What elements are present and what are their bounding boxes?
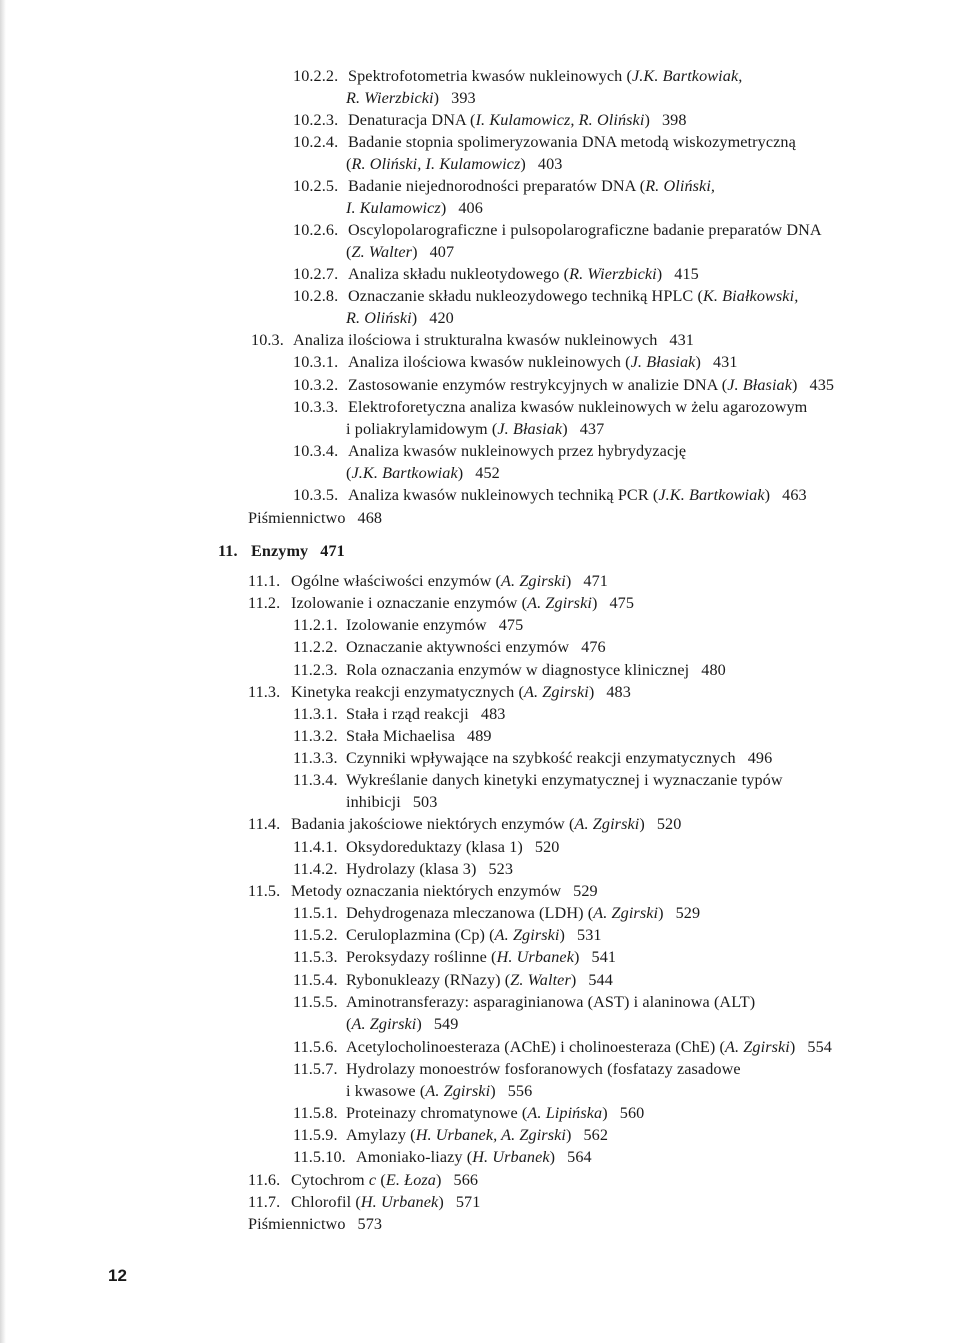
author-name: I. Kulamowicz, R. Oliński xyxy=(475,111,645,129)
toc-entry xyxy=(346,792,437,812)
toc-entry-number: 11.5.5. xyxy=(293,993,338,1011)
toc-entry-title xyxy=(346,243,418,261)
toc-entry-number: 11.4. xyxy=(248,815,281,833)
title-text: Analiza ilościowa i strukturalna kwasów nukleinowych xyxy=(293,331,658,349)
title-text: Metody oznaczania niektórych enzymów xyxy=(291,882,562,900)
title-text: ) xyxy=(574,948,580,966)
toc-entry xyxy=(248,814,681,834)
toc-entry xyxy=(293,660,726,680)
toc-entry xyxy=(293,1059,741,1079)
toc-entry-title xyxy=(251,542,308,560)
toc-entry-title xyxy=(346,771,783,789)
toc-entry-page: 566 xyxy=(453,1171,479,1189)
toc-entry-number: 11.5.6. xyxy=(293,1038,338,1056)
toc-entry xyxy=(346,242,454,262)
title-text: Analiza kwasów nukleinowych techniką PCR ( xyxy=(348,486,659,504)
toc-entry-page: 468 xyxy=(357,509,383,527)
toc-entry xyxy=(218,541,345,561)
toc-entry-title xyxy=(346,948,580,966)
title-text: ) xyxy=(457,464,464,482)
author-name: A. Zgirski xyxy=(523,683,589,701)
author-name: R. Oliński xyxy=(346,309,412,327)
toc-entry-page: 475 xyxy=(498,616,524,634)
toc-entry-page: 435 xyxy=(809,376,835,394)
title-text: ( xyxy=(346,464,352,482)
toc-entry-title xyxy=(248,1215,346,1233)
toc-entry xyxy=(346,463,500,483)
author-name: J.K. Bartkowiak, xyxy=(631,67,743,85)
toc-entry xyxy=(293,1103,644,1123)
title-text: ) xyxy=(656,265,663,283)
title-text: Analiza ilościowa kwasów nukleinowych ( xyxy=(348,353,631,371)
author-name: A. Zgirski xyxy=(425,1082,491,1100)
title-text: ) xyxy=(644,111,650,129)
toc-entry xyxy=(293,970,613,990)
toc-entry-title xyxy=(346,1015,422,1033)
title-text: Czynniki wpływające na szybkość reakcji enzymatycznych xyxy=(346,749,736,767)
toc-entry xyxy=(293,132,796,152)
title-text: ) xyxy=(438,1193,444,1211)
toc-entry-title xyxy=(346,309,417,327)
toc-entry-page: 403 xyxy=(537,155,563,173)
title-text: Stała i rząd reakcji xyxy=(346,705,469,723)
title-text: ) xyxy=(792,376,798,394)
toc-entry xyxy=(293,992,755,1012)
title-text: Rola oznaczania enzymów w diagnostyce klinicznej xyxy=(346,661,690,679)
toc-entry-number: 11.5.1. xyxy=(293,904,338,922)
toc-entry xyxy=(248,508,382,528)
title-text: ) xyxy=(416,1015,422,1033)
toc-entry-title xyxy=(346,1082,496,1100)
author-name: I. Kulamowicz xyxy=(346,199,441,217)
toc-entry-number: 11.2.1. xyxy=(293,616,338,634)
toc-entry xyxy=(248,1170,478,1190)
title-text: ( xyxy=(376,1171,386,1189)
toc-entry-title xyxy=(346,1060,741,1078)
toc-entry-page: 476 xyxy=(581,638,606,656)
toc-entry-title xyxy=(346,860,476,878)
toc-entry-title xyxy=(291,1193,444,1211)
toc-entry-page: 431 xyxy=(669,331,694,349)
toc-entry-page: 571 xyxy=(455,1193,481,1211)
toc-entry-title xyxy=(348,221,822,239)
title-text: Piśmiennictwo xyxy=(248,1215,346,1233)
toc-entry-number: 10.2.3. xyxy=(293,111,339,129)
toc-entry-title xyxy=(346,464,463,482)
toc-entry-number: 11.5.8. xyxy=(293,1104,338,1122)
toc-entry-title xyxy=(346,838,523,856)
title-text: Spektrofotometria kwasów nukleinowych ( xyxy=(348,67,632,85)
toc-entry xyxy=(293,176,715,196)
toc-entry-number: 10.2.8. xyxy=(293,287,339,305)
title-text: Enzymy xyxy=(251,542,309,560)
title-text: Kinetyka reakcji enzymatycznych ( xyxy=(291,683,524,701)
toc-entry-page: 529 xyxy=(573,882,598,900)
toc-entry-title xyxy=(346,1126,571,1144)
title-text: ) xyxy=(436,1171,442,1189)
title-text: Denaturacja DNA ( xyxy=(348,111,476,129)
author-name: R. Oliński, I. Kulamowicz xyxy=(351,155,521,173)
title-text: Elektroforetyczna analiza kwasów nukleinowych w żelu agarozowym xyxy=(348,398,808,416)
toc-entry-title xyxy=(348,133,796,151)
toc-entry xyxy=(346,1081,532,1101)
title-text: ) xyxy=(411,309,418,327)
toc-entry-title xyxy=(346,727,455,745)
toc-entry-page: 483 xyxy=(606,683,631,701)
toc-entry xyxy=(346,1014,458,1034)
toc-entry xyxy=(248,1192,480,1212)
toc-entry xyxy=(293,375,834,395)
title-text: ) xyxy=(520,155,526,173)
title-text: Cytochrom xyxy=(291,1171,369,1189)
author-name: R. Oliński, xyxy=(645,177,716,195)
toc-entry xyxy=(248,571,608,591)
toc-entry-title xyxy=(346,705,469,723)
author-name: H. Urbanek xyxy=(472,1148,550,1166)
toc-entry-page: 564 xyxy=(567,1148,592,1166)
title-text: ) xyxy=(433,89,440,107)
toc-entry-page: 406 xyxy=(458,199,483,217)
title-text: Rybonukleazy (RNazy) ( xyxy=(346,971,511,989)
title-text: ) xyxy=(562,420,568,438)
title-text: Hydrolazy monoestrów fosforanowych (fosfatazy zasadowe xyxy=(346,1060,741,1078)
author-name: c xyxy=(368,1171,377,1189)
toc-entry-page: 480 xyxy=(701,661,726,679)
toc-entry-number: 10.3.1. xyxy=(293,353,339,371)
toc-entry xyxy=(293,947,616,967)
toc-entry-page: 393 xyxy=(451,89,476,107)
toc-entry-title xyxy=(346,971,576,989)
toc-entry-title xyxy=(346,616,487,634)
title-text: inhibicji xyxy=(346,793,401,811)
author-name: J.K. Bartkowiak xyxy=(658,486,765,504)
toc-entry-title xyxy=(291,572,571,590)
title-text: Badania jakościowe niektórych enzymów ( xyxy=(291,815,575,833)
author-name: K. Białkowski, xyxy=(702,287,799,305)
toc-entry-page: 431 xyxy=(712,353,738,371)
title-text: Piśmiennictwo xyxy=(248,509,346,527)
title-text: ) xyxy=(764,486,771,504)
title-text: i poliakrylamidowym ( xyxy=(346,420,498,438)
title-text: ) xyxy=(588,683,595,701)
toc-entry xyxy=(293,859,513,879)
toc-entry-number: 10.2.4. xyxy=(293,133,339,151)
toc-entry-number: 10.2.2. xyxy=(293,67,339,85)
toc-entry-page: 541 xyxy=(591,948,617,966)
author-name: J. Błasiak xyxy=(727,376,793,394)
title-text: ) xyxy=(602,1104,608,1122)
toc-entry-title xyxy=(291,1171,442,1189)
toc-entry-title xyxy=(346,793,401,811)
toc-entry-page: 503 xyxy=(412,793,438,811)
toc-entry-number: 11.3.4. xyxy=(293,771,338,789)
author-name: A. Zgirski xyxy=(725,1038,790,1056)
toc-entry-number: 11.3. xyxy=(248,683,281,701)
toc-entry xyxy=(251,330,694,350)
toc-entry xyxy=(293,837,560,857)
title-text: Izolowanie enzymów xyxy=(346,616,487,634)
toc-entry-title xyxy=(348,287,798,305)
toc-entry-page: 407 xyxy=(429,243,455,261)
title-text: Badanie stopnia spolimeryzowania DNA metodą wiskozymetryczną xyxy=(348,133,796,151)
toc-entry-title xyxy=(346,904,664,922)
toc-entry-title xyxy=(346,1038,795,1056)
toc-entry-number: 11. xyxy=(218,542,238,560)
toc-entry-number: 11.3.1. xyxy=(293,705,338,723)
toc-entry-number: 11.2. xyxy=(248,594,281,612)
toc-entry-page: 562 xyxy=(583,1126,609,1144)
author-name: A. Lipińska xyxy=(527,1104,603,1122)
title-text: ) xyxy=(658,904,664,922)
title-text: Stała Michaelisa xyxy=(346,727,456,745)
toc-entry-number: 10.3.5. xyxy=(293,486,339,504)
toc-entry-title xyxy=(348,442,686,460)
author-name: A. Zgirski xyxy=(351,1015,417,1033)
toc-entry xyxy=(293,1147,592,1167)
toc-entry-number: 11.3.3. xyxy=(293,749,338,767)
title-text: Chlorofil ( xyxy=(291,1193,361,1211)
toc-entry-number: 10.2.6. xyxy=(293,221,339,239)
toc-entry-title xyxy=(346,926,565,944)
toc-entry-title xyxy=(346,661,689,679)
title-text: Amylazy ( xyxy=(346,1126,416,1144)
toc-entry xyxy=(293,264,699,284)
toc-entry xyxy=(346,308,454,328)
toc-entry-page: 554 xyxy=(807,1038,832,1056)
toc-entry-number: 11.5.7. xyxy=(293,1060,338,1078)
author-name: J. Błasiak xyxy=(630,353,696,371)
toc-entry xyxy=(293,397,807,417)
author-name: R. Wierzbicki xyxy=(346,89,434,107)
title-text: ) xyxy=(440,199,447,217)
author-name: A. Zgirski xyxy=(527,594,592,612)
title-text: Proteinazy chromatynowe ( xyxy=(346,1104,528,1122)
toc-entry-title xyxy=(291,683,594,701)
author-name: A. Zgirski xyxy=(593,904,659,922)
toc-entry-title xyxy=(291,882,561,900)
title-text: Hydrolazy (klasa 3) xyxy=(346,860,477,878)
toc-entry-page: 463 xyxy=(782,486,807,504)
title-text: ( xyxy=(346,155,352,173)
author-name: J.K. Bartkowiak xyxy=(351,464,458,482)
toc-entry-page: 437 xyxy=(579,420,605,438)
title-text: Wykreślanie danych kinetyki enzymatycznej i wyznaczanie typów xyxy=(346,771,783,789)
toc-entry-number: 11.7. xyxy=(248,1193,281,1211)
toc-entry-page: 489 xyxy=(467,727,492,745)
toc-entry-title xyxy=(346,993,755,1011)
title-text: Oznaczanie aktywności enzymów xyxy=(346,638,570,656)
toc-entry-title xyxy=(293,331,657,349)
toc-entry-page: 544 xyxy=(588,971,613,989)
title-text: ) xyxy=(570,971,577,989)
toc-entry-page: 529 xyxy=(675,904,701,922)
toc-entry-title xyxy=(291,815,645,833)
title-text: ) xyxy=(591,594,598,612)
toc-entry-page: 520 xyxy=(534,838,560,856)
title-text: Acetylocholinoesteraza (AChE) i cholinoesteraza (ChE) ( xyxy=(346,1038,726,1056)
toc-entry xyxy=(293,1037,832,1057)
toc-entry-page: 531 xyxy=(577,926,602,944)
toc-entry xyxy=(346,154,562,174)
toc-entry-page: 523 xyxy=(488,860,514,878)
title-text: Analiza składu nukleotydowego ( xyxy=(348,265,570,283)
title-text: ) xyxy=(549,1148,556,1166)
toc-entry-title xyxy=(346,199,446,217)
toc-entry-title xyxy=(348,398,807,416)
toc-entry-number: 11.1. xyxy=(248,572,281,590)
toc-entry-title xyxy=(348,353,701,371)
title-text: ) xyxy=(490,1082,496,1100)
toc-entry-number: 11.5. xyxy=(248,882,281,900)
toc-entry xyxy=(293,770,783,790)
author-name: A. Zgirski xyxy=(501,572,566,590)
toc-entry-page: 560 xyxy=(619,1104,645,1122)
toc-entry xyxy=(293,615,523,635)
toc-entry-number: 11.5.3. xyxy=(293,948,338,966)
toc-entry-page: 471 xyxy=(583,572,608,590)
toc-entry xyxy=(293,637,606,657)
toc-entry-title xyxy=(348,265,662,283)
toc-entry-number: 10.2.7. xyxy=(293,265,339,283)
toc-entry-number: 11.3.2. xyxy=(293,727,338,745)
toc-entry-number: 11.2.3. xyxy=(293,661,338,679)
toc-entry-number: 11.5.4. xyxy=(293,971,338,989)
title-text: ) xyxy=(412,243,418,261)
toc-entry-title xyxy=(348,67,742,85)
toc-entry xyxy=(293,903,700,923)
toc-entry-page: 496 xyxy=(747,749,773,767)
toc-entry-page: 398 xyxy=(661,111,687,129)
title-text: Zastosowanie enzymów restrykcyjnych w analizie DNA ( xyxy=(348,376,728,394)
title-text: Aminotransferazy: asparaginianowa (AST) i alaninowa (ALT) xyxy=(346,993,756,1011)
toc-entry xyxy=(346,88,476,108)
author-name: E. Łoza xyxy=(385,1171,436,1189)
title-text: i kwasowe ( xyxy=(346,1082,426,1100)
toc-entry xyxy=(293,286,798,306)
toc-entry-number: 11.5.9. xyxy=(293,1126,338,1144)
toc-entry-number: 11.4.1. xyxy=(293,838,338,856)
toc-entry xyxy=(293,704,506,724)
toc-entry xyxy=(346,419,604,439)
title-text: Ogólne właściwości enzymów ( xyxy=(291,572,502,590)
title-text: Ceruloplazmina (Cp) ( xyxy=(346,926,495,944)
toc-entry-title xyxy=(346,89,439,107)
toc-entry xyxy=(293,352,738,372)
toc-entry-page: 452 xyxy=(475,464,500,482)
author-name: R. Wierzbicki xyxy=(569,265,657,283)
author-name: A. Zgirski xyxy=(494,926,560,944)
toc-entry-title xyxy=(348,376,798,394)
title-text: ) xyxy=(565,1126,572,1144)
toc-entry xyxy=(248,593,634,613)
author-name: H. Urbanek xyxy=(496,948,574,966)
toc-entry-page: 549 xyxy=(433,1015,459,1033)
title-text: ) xyxy=(639,815,645,833)
toc-entry-page: 483 xyxy=(480,705,506,723)
toc-entry xyxy=(293,1125,608,1145)
toc-entry-title xyxy=(346,749,736,767)
title-text: Oznaczanie składu nukleozydowego techniką HPLC ( xyxy=(348,287,703,305)
toc-entry-number: 10.3.2. xyxy=(293,376,339,394)
page-number: 12 xyxy=(108,1266,127,1285)
toc-entry-title xyxy=(346,420,568,438)
toc-entry-number: 11.5.2. xyxy=(293,926,338,944)
title-text: Izolowanie i oznaczanie enzymów ( xyxy=(291,594,528,612)
title-text: Peroksydazy roślinne ( xyxy=(346,948,497,966)
toc-entry-number: 10.3. xyxy=(251,331,284,349)
title-text: Amoniako-liazy ( xyxy=(356,1148,473,1166)
title-text: Dehydrogenaza mleczanowa (LDH) ( xyxy=(346,904,594,922)
toc-entry xyxy=(248,682,631,702)
author-name: H. Urbanek, A. Zgirski xyxy=(415,1126,566,1144)
toc-entry-title xyxy=(348,111,650,129)
title-text: ( xyxy=(346,1015,352,1033)
toc-entry-page: 556 xyxy=(507,1082,533,1100)
toc-entry-title xyxy=(348,177,715,195)
toc-entry-number: 11.5.10. xyxy=(293,1148,346,1166)
author-name: J. Błasiak xyxy=(497,420,563,438)
toc-entry-number: 11.2.2. xyxy=(293,638,338,656)
toc-entry-number: 11.6. xyxy=(248,1171,281,1189)
toc-entry xyxy=(293,485,807,505)
toc-entry xyxy=(248,881,598,901)
toc-entry xyxy=(248,1214,382,1234)
author-name: H. Urbanek xyxy=(360,1193,439,1211)
title-text: Oscylopolarograficzne i pulsopolarograficzne badanie preparatów DNA xyxy=(348,221,822,239)
toc-entry-page: 520 xyxy=(656,815,682,833)
toc-entry-page: 573 xyxy=(357,1215,383,1233)
toc-entry-title xyxy=(356,1148,555,1166)
toc-entry-page: 420 xyxy=(429,309,454,327)
toc-entry-title xyxy=(346,1104,608,1122)
toc-entry xyxy=(293,925,602,945)
toc-entry-title xyxy=(348,486,770,504)
title-text: ) xyxy=(559,926,566,944)
title-text: Analiza kwasów nukleinowych przez hybrydyzację xyxy=(348,442,687,460)
toc-entry-page: 415 xyxy=(674,265,699,283)
title-text: ( xyxy=(346,243,352,261)
toc-entry-number: 10.3.4. xyxy=(293,442,339,460)
title-text: ) xyxy=(565,572,572,590)
toc-entry-number: 11.4.2. xyxy=(293,860,338,878)
toc-entry xyxy=(293,110,687,130)
toc-entry-page: 471 xyxy=(320,542,345,560)
toc-entry xyxy=(293,441,686,461)
title-text: ) xyxy=(695,353,701,371)
toc-entry-title xyxy=(346,155,526,173)
title-text: Oksydoreduktazy (klasa 1) xyxy=(346,838,523,856)
author-name: Z. Walter xyxy=(510,971,571,989)
toc-entry-title xyxy=(346,638,569,656)
title-text: Badanie niejednorodności preparatów DNA ( xyxy=(348,177,646,195)
author-name: Z. Walter xyxy=(351,243,413,261)
toc-entry-page: 475 xyxy=(609,594,635,612)
toc-entry-title xyxy=(248,509,346,527)
title-text: ) xyxy=(789,1038,796,1056)
toc-entry xyxy=(293,66,742,86)
toc-entry xyxy=(293,220,822,240)
toc-entry xyxy=(293,726,492,746)
toc-entry-number: 10.2.5. xyxy=(293,177,339,195)
author-name: A. Zgirski xyxy=(574,815,640,833)
toc-entry-title xyxy=(291,594,597,612)
toc-entry xyxy=(293,748,772,768)
toc-entry xyxy=(346,198,483,218)
toc-entry-number: 10.3.3. xyxy=(293,398,339,416)
